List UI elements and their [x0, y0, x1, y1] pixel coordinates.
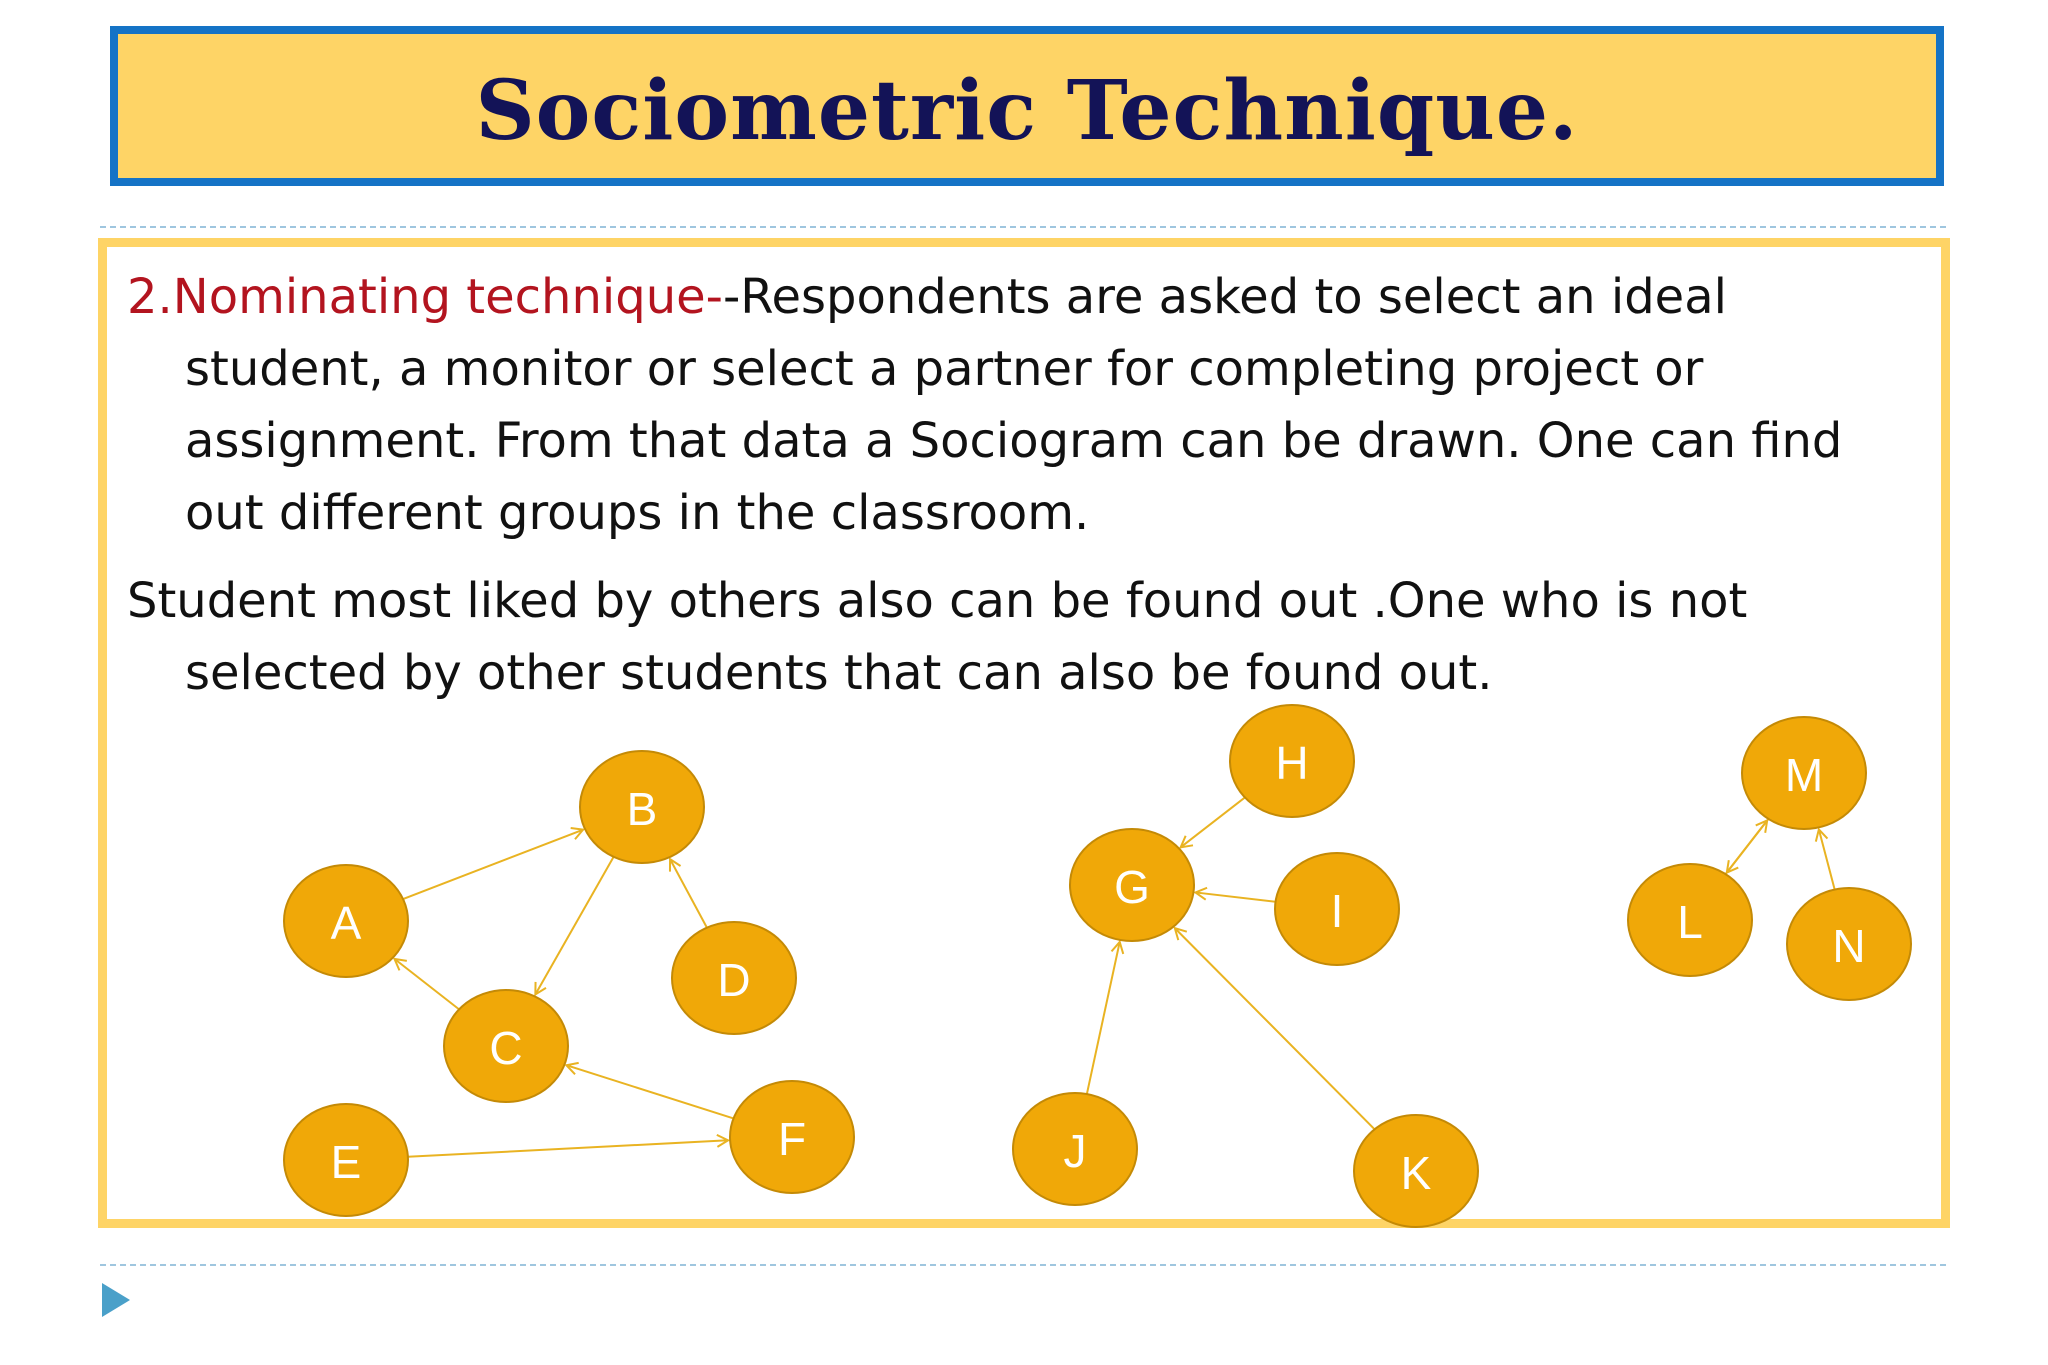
node-label: F [777, 1113, 807, 1165]
node-e [284, 1104, 408, 1216]
node-j [1013, 1093, 1137, 1205]
slide-title: Sociometric Technique. [475, 63, 1579, 159]
edge-b-to-c [535, 857, 613, 995]
edge-f-to-c [566, 1065, 733, 1118]
edge-d-to-b [670, 859, 707, 927]
sociogram-nodes [284, 705, 1911, 1227]
node-l [1628, 864, 1752, 976]
node-n [1787, 888, 1911, 1000]
edge-h-to-g [1181, 797, 1245, 847]
node-label: G [1114, 861, 1150, 913]
node-h [1230, 705, 1354, 817]
edge-j-to-g [1087, 942, 1120, 1094]
node-label: M [1784, 749, 1824, 801]
node-label: J [1063, 1125, 1087, 1177]
technique-label: 2.Nominating technique- [127, 269, 723, 325]
node-k [1354, 1115, 1478, 1227]
triangle-right-icon [102, 1283, 130, 1317]
node-i [1275, 853, 1399, 965]
node-m [1742, 717, 1866, 829]
node-label: H [1275, 737, 1309, 789]
most-liked-description: Student most liked by others also can be found out .One who is not selected by other students that can also be found out. [127, 573, 1748, 701]
node-b [580, 751, 704, 863]
node-label: L [1677, 896, 1703, 948]
edge-c-to-a [394, 959, 459, 1009]
bottom-divider [100, 1264, 1946, 1266]
edge-n-to-m [1819, 829, 1835, 889]
node-label: K [1400, 1147, 1432, 1199]
node-label: E [330, 1136, 362, 1188]
node-c [444, 990, 568, 1102]
node-f [730, 1081, 854, 1193]
node-label: B [626, 783, 658, 835]
edge-m-to-l [1727, 819, 1769, 873]
edge-a-to-b [403, 830, 583, 899]
edge-i-to-g [1195, 892, 1275, 901]
edge-e-to-f [408, 1140, 728, 1157]
node-a [284, 865, 408, 977]
node-label: D [717, 954, 751, 1006]
technique-description: -Respondents are asked to select an ideal student, a monitor or select a partner for completing project or assignment. From that data a Sociogram can be drawn. One can find out different groups in the classroom. [185, 269, 1843, 541]
node-g [1070, 829, 1194, 941]
node-label: C [489, 1022, 523, 1074]
node-d [672, 922, 796, 1034]
node-label: A [330, 897, 362, 949]
node-label: I [1330, 885, 1344, 937]
node-label: N [1832, 920, 1866, 972]
